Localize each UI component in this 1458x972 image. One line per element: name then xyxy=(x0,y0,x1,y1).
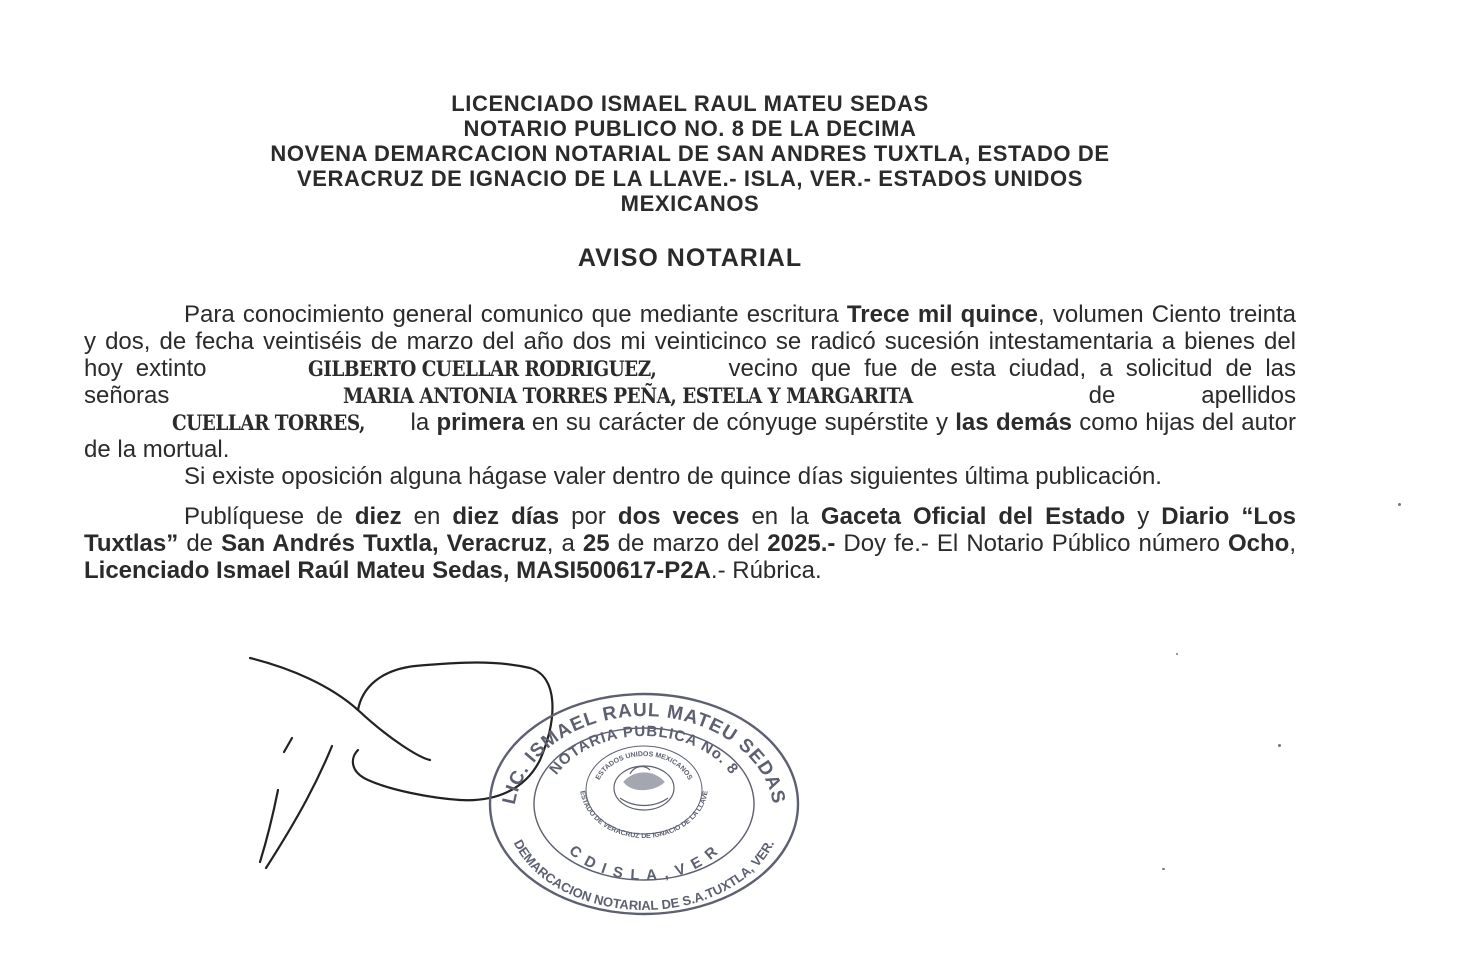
text-segment: Para conocimiento general comunico que mediante escritura xyxy=(184,301,847,328)
paragraph-publication xyxy=(84,503,1296,584)
svg-text:ESTADO DE VERACRUZ DE IGNACIO xyxy=(578,790,709,840)
text-segment: por xyxy=(559,503,618,530)
text-segment: la xyxy=(403,409,437,436)
deceased-name: GILBERTO CUELLAR RODRIGUEZ, xyxy=(307,356,656,381)
bold-segment: diez días xyxy=(452,503,560,530)
applicants-names: MARIA ANTONIA TORRES PEÑA, ESTELA Y MARGARITA xyxy=(343,383,914,408)
bold-segment: diez xyxy=(354,503,402,530)
header-line-3: NOVENA DEMARCACION NOTARIAL DE SAN ANDRES TUXTLA, ESTADO DE xyxy=(270,141,1110,166)
text-segment: en su carácter de cónyuge supérstite y xyxy=(524,409,956,436)
date-day: 25 xyxy=(582,530,610,557)
text-segment: y xyxy=(1125,503,1162,530)
text-segment: , volumen Ciento treinta y dos, de fecha veintiséis de marzo del año dos mi veinticinco se radicó sucesión intestamentaria a bienes del hoy extinto xyxy=(84,301,1297,382)
header-line-1: LICENCIADO ISMAEL RAUL MATEU SEDAS xyxy=(451,91,929,116)
paper-speck xyxy=(1162,868,1165,870)
text-segment: de apellidos xyxy=(1002,382,1296,409)
text-segment: de marzo del xyxy=(609,530,768,557)
notice-title: AVISO NOTARIAL xyxy=(577,244,803,272)
applicants-surnames: CUELLAR TORRES, xyxy=(172,410,365,435)
coat-of-arms-icon xyxy=(614,766,674,810)
bold-segment: dos veces xyxy=(617,503,740,530)
header-line-4: VERACRUZ DE IGNACIO DE LA LLAVE.- ISLA, VER.- ESTADOS UNIDOS xyxy=(296,166,1084,191)
seal-inner-bottom-text: C D I S L A , V E R xyxy=(565,842,723,885)
text-segment: de xyxy=(178,530,222,557)
text-segment: Publíquese de xyxy=(184,503,355,530)
notary-number: Ocho xyxy=(1228,530,1290,557)
notice-body xyxy=(84,301,1296,584)
text-segment: .- Rúbrica. xyxy=(710,557,822,584)
paper-speck xyxy=(1176,653,1178,655)
text-segment: como hijas del autor de la mortual. xyxy=(84,409,1297,463)
svg-text:C D I S L A , V E R xyxy=(566,842,723,884)
seal-outer-top-text: LIC. ISMAEL RAUL MATEU SEDAS xyxy=(498,699,790,807)
notary-name-rfc: Licenciado Ismael Raúl Mateu Sedas, MASI500617-P2A xyxy=(84,557,711,584)
deed-number: Trece mil quince xyxy=(846,301,1039,328)
seal-ring-side-text: ESTADO DE VERACRUZ DE IGNACIO DE LA LLAVE xyxy=(578,790,710,841)
seal-ring-top-text: ESTADOS UNIDOS MEXICANOS xyxy=(594,750,694,782)
bold-segment: las demás xyxy=(955,409,1072,436)
text-segment: Doy fe.- El Notario Público número xyxy=(835,530,1228,557)
city-name: San Andrés Tuxtla, Veracruz xyxy=(221,530,547,557)
text-segment: en xyxy=(401,503,453,530)
seal-outer-bottom-text: DEMARCACION NOTARIAL DE S.A.TUXTLA, VER. xyxy=(510,837,778,914)
paper-speck xyxy=(1278,744,1281,747)
paragraph-opposition: Si existe oposición alguna hágase valer dentro de quince días siguientes última publicación. xyxy=(184,463,1162,490)
header-line-2: NOTARIO PUBLICO NO. 8 DE LA DECIMA xyxy=(463,116,917,141)
paper-speck xyxy=(1398,503,1401,506)
seal-inner-top-text: NOTARIA PUBLICA No. 8 xyxy=(546,722,742,778)
text-segment: en la xyxy=(739,503,821,530)
newspaper-name: Diario “Los Tuxtlas” xyxy=(84,503,1297,557)
notary-seal xyxy=(484,690,804,918)
paragraph-succession xyxy=(84,301,1296,463)
text-segment: , a xyxy=(546,530,583,557)
header-line-5: MEXICANOS xyxy=(620,191,760,216)
notary-header xyxy=(84,91,1296,216)
date-year: 2025.- xyxy=(767,530,836,557)
text-segment: , xyxy=(1289,530,1297,557)
text-segment: vecino que fue de esta ciudad, a solicitud de las señoras xyxy=(84,355,1297,409)
gazette-name: Gaceta Oficial del Estado xyxy=(820,503,1126,530)
bold-segment: primera xyxy=(436,409,525,436)
